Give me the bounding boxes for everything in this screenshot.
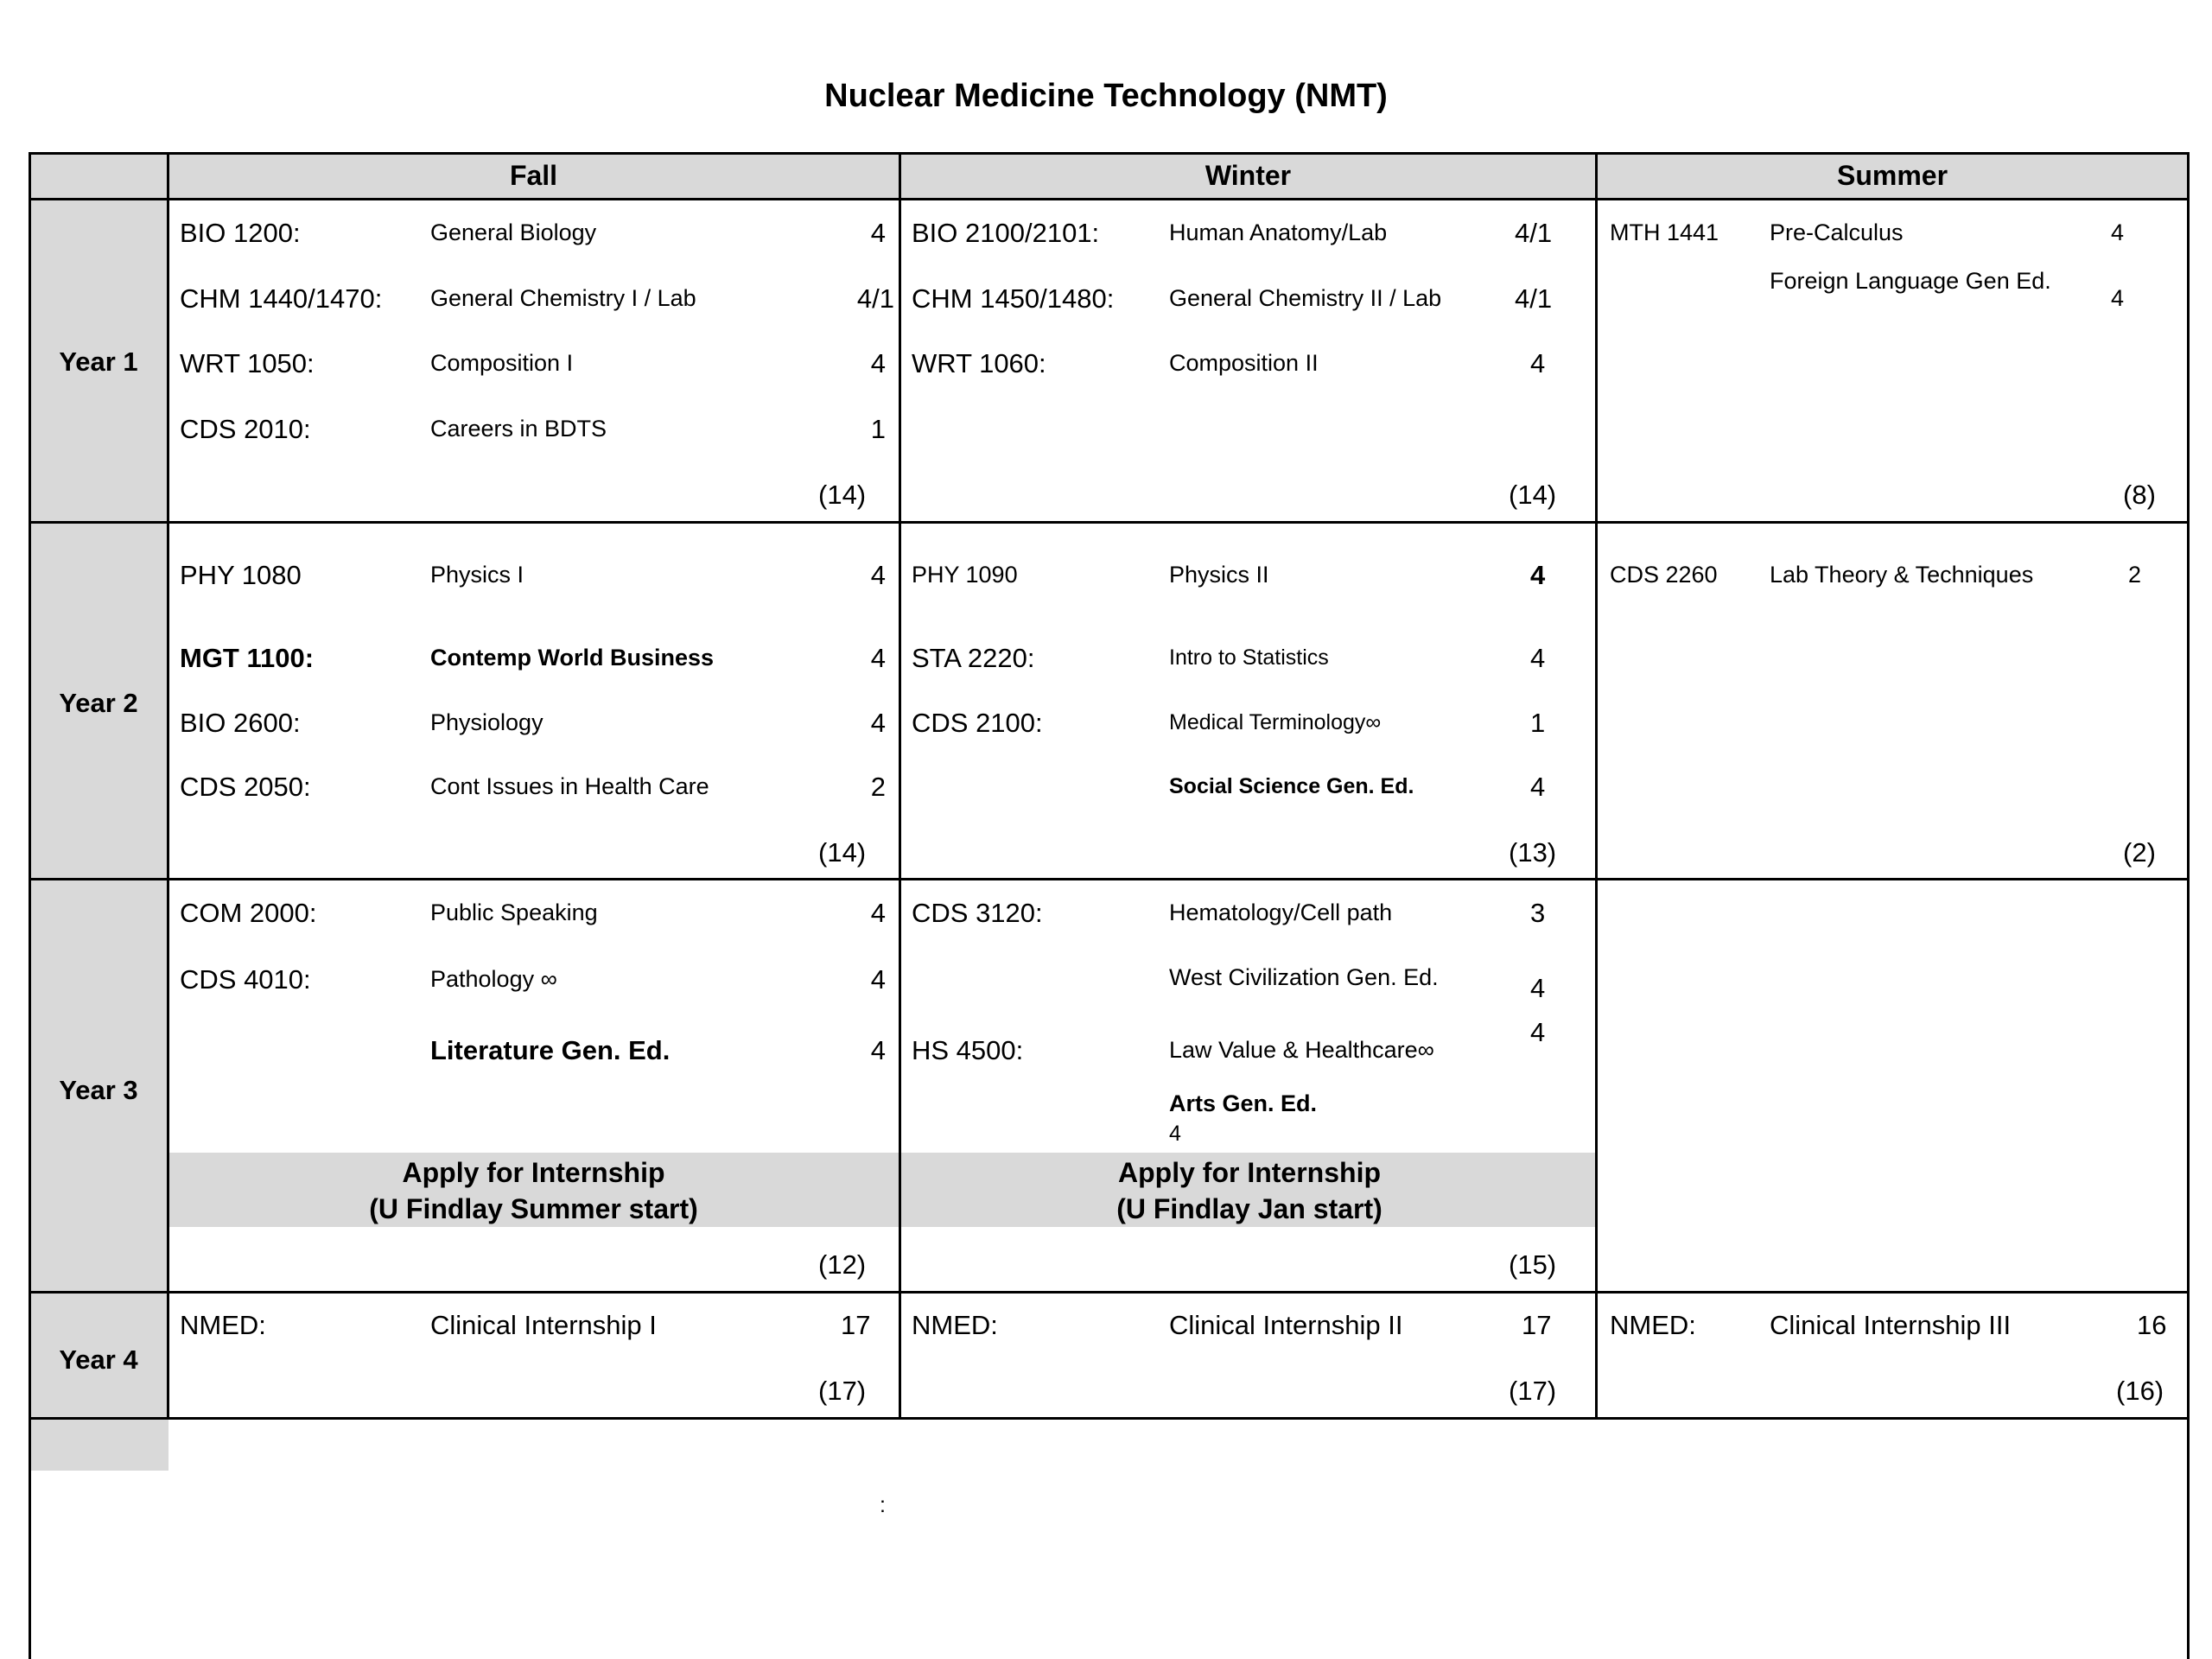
course-code: CDS 2260 <box>1610 562 1718 588</box>
course-name: Composition II <box>1169 350 1319 376</box>
apply-line: (U Findlay Summer start) <box>369 1193 698 1224</box>
course-credits: 4 <box>2111 285 2125 311</box>
course-name: Pathology ∞ <box>430 966 557 992</box>
grid-line <box>1595 152 1598 1420</box>
apply-line: Apply for Internship <box>1118 1157 1381 1188</box>
apply-line: (U Findlay Jan start) <box>1116 1193 1382 1224</box>
course-code: NMED: <box>1610 1310 1696 1340</box>
course-credits: 4 <box>1530 973 1546 1003</box>
course-credits: 4 <box>1530 348 1546 378</box>
course-name: Contemp World Business <box>430 645 715 671</box>
course-name: Literature Gen. Ed. <box>430 1035 671 1065</box>
course-name: Intro to Statistics <box>1169 645 1329 670</box>
course-credits: 4 <box>1530 643 1546 673</box>
course-name: Hematology/Cell path <box>1169 899 1393 925</box>
course-name: General Biology <box>430 219 597 245</box>
grid-line <box>29 1291 2190 1294</box>
course-name: Careers in BDTS <box>430 416 607 442</box>
course-code: CDS 2050: <box>180 772 311 802</box>
course-code: BIO 2100/2101: <box>912 218 1100 248</box>
term-total: (15) <box>1509 1249 1557 1280</box>
course-credits: 2 <box>2128 562 2142 588</box>
term-total: (17) <box>1509 1376 1557 1406</box>
course-credits: 16 <box>2137 1310 2167 1340</box>
term-total: (8) <box>2123 480 2156 510</box>
course-credits: 4 <box>1530 1017 1546 1047</box>
course-credits: 4 <box>1530 772 1546 802</box>
course-name: Clinical Internship I <box>430 1310 657 1340</box>
course-credits: 3 <box>1530 898 1546 928</box>
course-credits: 4 <box>1169 1122 1181 1146</box>
header-winter: Winter <box>1205 160 1292 191</box>
course-code: NMED: <box>180 1310 266 1340</box>
course-credits: 4/1 <box>856 283 894 314</box>
term-total: (14) <box>818 837 867 868</box>
curriculum-table <box>29 152 2190 1659</box>
course-name: Public Speaking <box>430 899 598 925</box>
grid-line <box>167 152 169 1420</box>
course-name: West Civilization Gen. Ed. <box>1169 964 1439 990</box>
course-code: CHM 1440/1470: <box>180 283 383 314</box>
course-name: Cont Issues in Health Care <box>430 773 709 799</box>
course-credits: 17 <box>1522 1310 1552 1340</box>
course-code: PHY 1090 <box>912 562 1018 588</box>
grid-line <box>29 152 31 1659</box>
course-code: MTH 1441 <box>1610 219 1719 245</box>
term-total: (16) <box>2116 1376 2164 1406</box>
course-credits: 4 <box>870 1035 886 1065</box>
course-code: HS 4500: <box>912 1035 1024 1065</box>
term-total: (14) <box>1509 480 1557 510</box>
apply-internship-fall <box>168 1154 899 1227</box>
grid-line <box>29 1417 2190 1420</box>
course-name: Clinical Internship III <box>1770 1310 2012 1340</box>
course-credits: 4 <box>2111 219 2125 245</box>
stray-colon: : <box>880 1493 886 1517</box>
course-credits: 17 <box>841 1310 871 1340</box>
term-total: (2) <box>2123 837 2156 868</box>
header-fall: Fall <box>509 160 558 191</box>
apply-internship-winter <box>901 1154 1598 1227</box>
course-code: STA 2220: <box>912 643 1035 673</box>
course-name: Foreign Language Gen Ed. <box>1770 268 2051 294</box>
course-name: Clinical Internship II <box>1169 1310 1403 1340</box>
term-total: (13) <box>1509 837 1557 868</box>
term-total: (12) <box>818 1249 867 1280</box>
course-code: CDS 2100: <box>912 708 1043 738</box>
course-name: Arts Gen. Ed. <box>1169 1090 1318 1116</box>
course-credits: 4 <box>870 348 886 378</box>
course-credits: 4/1 <box>1515 283 1553 314</box>
term-total: (14) <box>818 480 867 510</box>
grid-line <box>2187 152 2190 1659</box>
course-credits: 4/1 <box>1515 218 1553 248</box>
course-credits: 4 <box>870 708 886 738</box>
course-code: BIO 1200: <box>180 218 301 248</box>
header-summer: Summer <box>1836 160 1948 191</box>
course-code: NMED: <box>912 1310 998 1340</box>
course-name: Social Science Gen. Ed. <box>1169 774 1414 798</box>
term-total: (17) <box>818 1376 867 1406</box>
course-code: CHM 1450/1480: <box>912 283 1115 314</box>
apply-line: Apply for Internship <box>402 1157 665 1188</box>
course-credits: 4 <box>870 643 886 673</box>
course-credits: 4 <box>870 964 886 995</box>
course-credits: 4 <box>1530 560 1546 590</box>
course-code: MGT 1100: <box>180 643 315 673</box>
course-code: WRT 1050: <box>180 348 315 378</box>
course-name: Composition I <box>430 350 574 376</box>
grid-line <box>29 521 2190 524</box>
course-name: Human Anatomy/Lab <box>1169 219 1388 245</box>
year-column-fill <box>29 199 168 1471</box>
course-name: Lab Theory & Techniques <box>1770 562 2034 588</box>
course-name: Law Value & Healthcare∞ <box>1169 1037 1434 1063</box>
page-title: Nuclear Medicine Technology (NMT) <box>824 78 1388 114</box>
course-name: General Chemistry I / Lab <box>430 285 696 311</box>
course-credits: 4 <box>870 218 886 248</box>
course-name: Pre-Calculus <box>1770 219 1904 245</box>
course-name: Physiology <box>430 709 543 735</box>
course-name: Physics I <box>430 562 524 588</box>
year-3-label: Year 3 <box>59 1075 138 1105</box>
course-credits: 4 <box>870 898 886 928</box>
year-1-label: Year 1 <box>59 346 138 377</box>
course-code: PHY 1080 <box>180 560 302 590</box>
course-name: General Chemistry II / Lab <box>1169 285 1442 311</box>
course-name: Physics II <box>1169 562 1269 588</box>
course-code: BIO 2600: <box>180 708 301 738</box>
course-code: CDS 3120: <box>912 898 1043 928</box>
year-4-label: Year 4 <box>59 1344 138 1375</box>
year-2-label: Year 2 <box>59 688 138 718</box>
course-credits: 2 <box>870 772 886 802</box>
grid-line <box>29 878 2190 880</box>
course-credits: 1 <box>1530 708 1546 738</box>
grid-line <box>899 152 901 1420</box>
course-credits: 1 <box>870 414 886 444</box>
course-code: COM 2000: <box>180 898 317 928</box>
course-code: CDS 4010: <box>180 964 311 995</box>
course-code: CDS 2010: <box>180 414 311 444</box>
course-code: WRT 1060: <box>912 348 1046 378</box>
course-name: Medical Terminology∞ <box>1169 710 1382 734</box>
course-credits: 4 <box>870 560 886 590</box>
